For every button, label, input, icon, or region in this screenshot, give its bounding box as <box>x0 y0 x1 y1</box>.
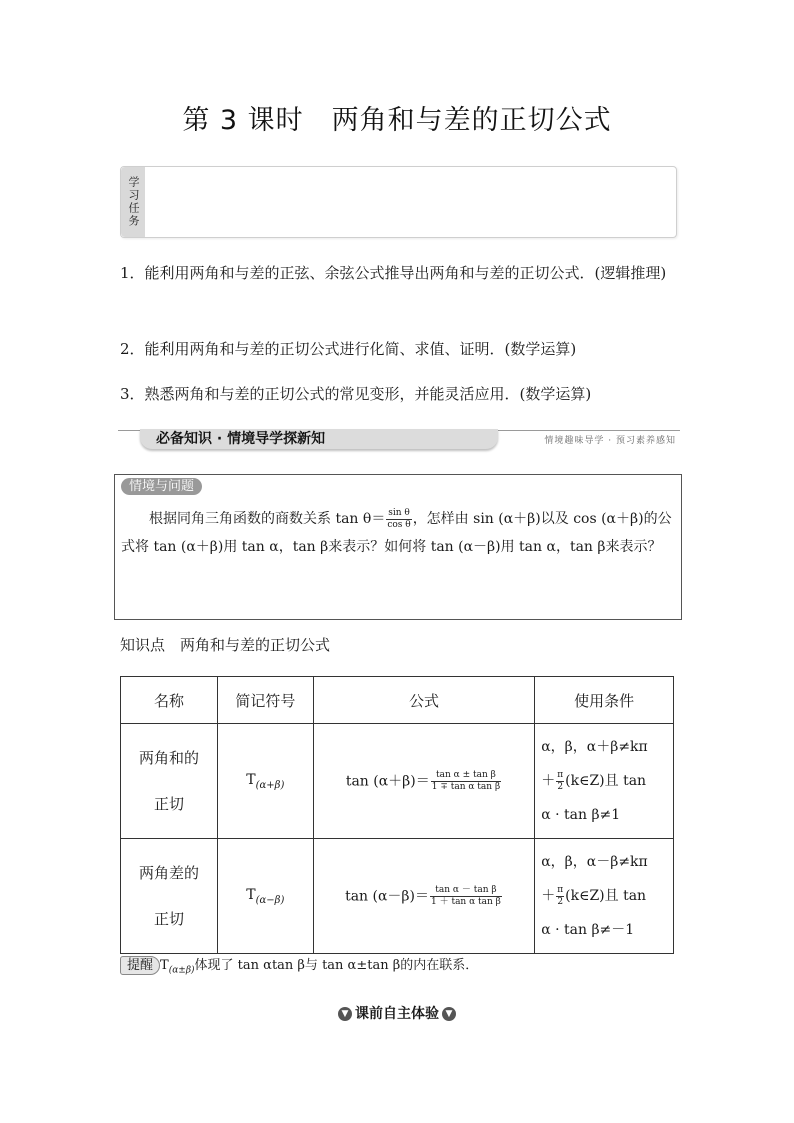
table-row <box>121 839 674 954</box>
reminder-symbol: $T_{(\alpha\pm\beta)}$ <box>160 958 195 976</box>
header-name: 名称 <box>121 677 218 724</box>
learning-task-box <box>120 166 677 238</box>
banner-title: 必备知识 · 情境导学探新知 <box>156 431 326 447</box>
scenario-text <box>121 505 677 561</box>
banner-subtitle: 情境趣味导学 · 预习素养感知 <box>544 436 676 446</box>
header-formula: 公式 <box>313 677 534 724</box>
pi-over-2-fraction: $\frac{\pi}{2}$ <box>557 769 564 792</box>
row-formula: tan (α＋β)＝ $\frac{\text{tan α ± tan β}}{\text{1 ∓ tan α tan β}}$ <box>313 724 534 839</box>
scenario-tag: 情境与问题 <box>121 478 202 495</box>
formula-table <box>120 676 674 954</box>
scenario-box <box>114 474 682 620</box>
reminder-note <box>120 954 478 976</box>
reminder-tag: 提醒 <box>120 956 160 975</box>
chevron-down-icon: ▼ <box>442 1007 456 1021</box>
section-footer <box>0 1003 794 1023</box>
objective-2: 2．能利用两角和与差的正切公式进行化简、求值、证明．(数学运算) <box>120 340 577 358</box>
learning-task-tab <box>121 167 145 237</box>
chevron-down-icon: ▼ <box>338 1007 352 1021</box>
tan-quotient-fraction: $\frac{\text{sin θ}}{\text{cos θ}}$ <box>387 507 411 530</box>
table-row <box>121 724 674 839</box>
diff-formula-fraction: $\frac{\text{tan α － tan β}}{\text{1 ＋ tan α tan β}}$ <box>431 884 501 907</box>
footer-title: 课前自主体验 <box>355 1006 439 1022</box>
pi-over-2-fraction: $\frac{\pi}{2}$ <box>557 884 564 907</box>
header-condition: 使用条件 <box>535 677 674 724</box>
scenario-text-part2: ，怎样由 sin (α＋β)以及 cos (α＋β)的公式将 tan (α＋β)用 tan α，tan β来表示？如何将 tan (α－β)用 tan α，tan β来表示？ <box>121 511 672 555</box>
row-condition: α，β，α－β≠kπ ＋ $\frac{\pi}{2}$ (k∈Z)且 tan α · tan β≠－1 <box>535 839 674 954</box>
section-banner <box>118 427 680 451</box>
row-symbol: $T_{(\alpha-\beta)}$ <box>217 839 313 954</box>
row-condition: α，β，α＋β≠kπ ＋ $\frac{\pi}{2}$ (k∈Z)且 tan α · tan β≠1 <box>535 724 674 839</box>
row-symbol: $T_{(\alpha+\beta)}$ <box>217 724 313 839</box>
objective-3: 3．熟悉两角和与差的正切公式的常见变形，并能灵活应用．(数学运算) <box>120 385 592 403</box>
scenario-text-part1: 根据同角三角函数的商数关系 tan θ＝ <box>149 511 386 527</box>
page-title: 第 3 课时 两角和与差的正切公式 <box>182 105 612 136</box>
row-name: 两角和的正切 <box>121 724 218 839</box>
table-header-row <box>121 677 674 724</box>
row-formula: tan (α－β)＝ $\frac{\text{tan α － tan β}}{\text{1 ＋ tan α tan β}}$ <box>313 839 534 954</box>
learning-task-label: 学习任务 <box>127 176 140 228</box>
header-symbol: 简记符号 <box>217 677 313 724</box>
knowledge-point-heading: 知识点 两角和与差的正切公式 <box>120 636 331 654</box>
reminder-text: 体现了 tan αtan β与 tan α±tan β的内在联系． <box>194 958 479 973</box>
objective-1: 1．能利用两角和与差的正弦、余弦公式推导出两角和与差的正切公式．(逻辑推理) <box>120 264 667 282</box>
sum-formula-fraction: $\frac{\text{tan α ± tan β}}{\text{1 ∓ tan α tan β}}$ <box>431 769 501 792</box>
row-name: 两角差的正切 <box>121 839 218 954</box>
